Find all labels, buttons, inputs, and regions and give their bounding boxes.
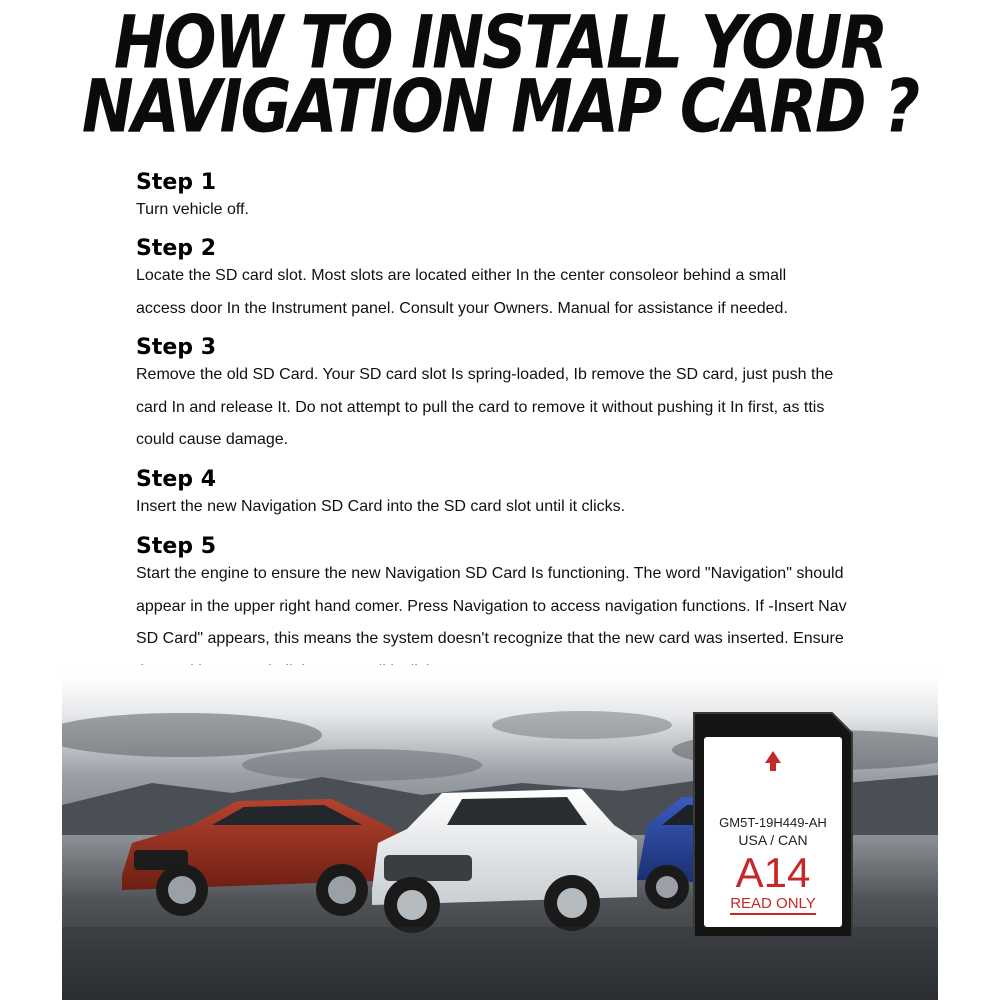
sd-underline: [730, 913, 816, 915]
step-line: SD Card" appears, this means the system doesn't recognize that the new card was inserted. Ensure: [136, 630, 844, 647]
step-text: [136, 194, 896, 227]
step-text: [136, 359, 896, 457]
sd-version: A14: [735, 849, 811, 896]
step-line: Turn vehicle off.: [136, 201, 249, 218]
step-line: Locate the SD card slot. Most slots are located either In the center consoleor behind a small: [136, 267, 787, 284]
step-line: Start the engine to ensure the new Navigation SD Card Is functioning. The word "Navigation" should: [136, 565, 844, 582]
step-4: [136, 467, 896, 524]
step-line: appear in the upper right hand comer. Press Navigation to access navigation functions. If -Insert Nav: [136, 597, 847, 615]
sd-region: USA / CAN: [738, 832, 808, 848]
scene-illustration: [62, 665, 938, 1000]
step-1: [136, 170, 896, 227]
sd-note: READ ONLY: [730, 895, 816, 912]
product-photo: [62, 665, 938, 1000]
step-line: Insert the new Navigation SD Card into the SD card slot until it clicks.: [136, 498, 626, 515]
step-line: card In and release It. Do not attempt to pull the card to remove it without pushing it In first, as ttis: [136, 398, 825, 416]
step-text: [136, 260, 896, 325]
step-line: access door In the Instrument panel. Consult your Owners. Manual for assistance if needed.: [136, 299, 788, 317]
step-3: [136, 335, 896, 457]
sd-part-number: GM5T-19H449-AH: [719, 815, 827, 830]
step-heading: Step 4: [136, 467, 216, 492]
step-line: Remove the old SD Card. Your SD card slot Is spring-loaded, Ib remove the SD card, just push the: [136, 366, 834, 383]
step-heading: Step 2: [136, 236, 216, 261]
title-line-2: NAVIGATION MAP CARD ?: [81, 62, 919, 149]
sd-card: [694, 713, 852, 937]
step-heading: Step 3: [136, 335, 216, 360]
step-heading: Step 5: [136, 534, 216, 559]
step-2: [136, 236, 896, 325]
step-line: could cause damage.: [136, 431, 289, 448]
step-heading: Step 1: [136, 170, 216, 195]
title-line-1: HOW TO INSTALL YOUR: [113, 0, 887, 85]
step-text: [136, 491, 896, 524]
